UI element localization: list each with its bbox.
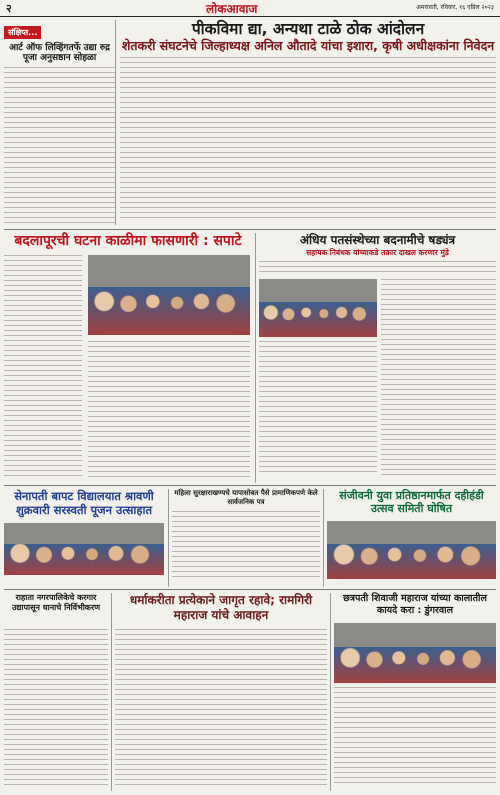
story-sanjivani bbox=[327, 489, 496, 584]
story-patsanstha bbox=[259, 233, 496, 481]
story-mahila-suraksha bbox=[172, 489, 320, 584]
badlapur-caption bbox=[88, 341, 250, 477]
sanjivani-photo bbox=[327, 521, 496, 579]
page-number: २ bbox=[6, 2, 12, 15]
patsanstha-photo bbox=[259, 279, 377, 337]
lead-body-text bbox=[120, 57, 496, 222]
ramgiri-body-text bbox=[115, 629, 327, 787]
badlapur-photo bbox=[88, 255, 250, 335]
sanjivani-headline: संजीवनी युवा प्रतिष्ठानमार्फत दहीहंडी उत्सव समिती घोषित bbox=[339, 489, 484, 515]
brief-body-text bbox=[4, 67, 115, 227]
rahata-body-text bbox=[4, 629, 108, 787]
shivaji-body-text bbox=[334, 687, 496, 787]
badlapur-body-text bbox=[4, 255, 82, 477]
story-senapati-bapat bbox=[4, 489, 164, 584]
patsanstha-headline: अंधिय पतसंस्थेच्या बदनामीचे षड्यंत्र bbox=[299, 233, 456, 247]
patsanstha-subheadline: सहायक निबंधक यांच्याकडे तक्रार दाखल करणार मुंडे bbox=[306, 248, 449, 257]
story-badlapur bbox=[4, 233, 252, 481]
brief-column bbox=[4, 20, 116, 225]
brief-headline: आर्ट ऑफ लिव्हिंगतर्फे उद्या रुद्र पूजा अनुसष्ठान सोहळा bbox=[9, 43, 110, 63]
masthead bbox=[0, 0, 500, 17]
badlapur-headline: बदलापूरची घटना काळीमा फासणारी : सपाटे bbox=[14, 233, 242, 249]
lead-subheadline: शेतकरी संघटनेचे जिल्हाध्यक्ष अनिल औतादे यांचा इशारा, कृषी अधीक्षकांना निवेदन bbox=[121, 38, 495, 53]
newspaper-logo: लोकआवाज bbox=[206, 2, 258, 16]
rahata-headline: राहाता नगरपालिकेचे करगार उद्यापासून धानाचे निर्विभीकरण bbox=[11, 593, 101, 612]
story-ramgiri bbox=[115, 593, 327, 791]
shivaji-photo bbox=[334, 623, 496, 683]
shivaji-headline: छत्रपती शिवाजी महाराज यांच्या कालातील कायदे करा : डुंगरवाल bbox=[343, 593, 487, 616]
senapati-photo bbox=[4, 523, 164, 575]
mahila-headline: महिला सुरक्षाराखण्यचे यापासोबत पैसे प्रामाणिकपणे केले सार्वजनिक पत्र bbox=[174, 489, 318, 506]
patsanstha-body-top bbox=[259, 261, 496, 275]
story-rahata bbox=[4, 593, 108, 791]
lead-story bbox=[120, 20, 496, 222]
mahila-body-text bbox=[172, 511, 320, 581]
lead-headline: पीकविमा द्या, अन्यथा टाळे ठोक आंदोलन bbox=[191, 20, 425, 38]
story-shivaji bbox=[334, 593, 496, 791]
ramgiri-headline: धर्माकरीता प्रत्येकाने जागृत रहावे; रामगिरी महाराज यांचे आवाहन bbox=[129, 593, 313, 622]
date-line: अमरावती, रविवार, १६ एप्रिल २०२३ bbox=[416, 4, 494, 11]
brief-section-label: संक्षिप्त... bbox=[4, 26, 41, 39]
senapati-headline: सेनापती बापट विद्यालयात श्रावणी शुक्रवारी सरस्वती पूजन उत्साहात bbox=[14, 489, 154, 517]
patsanstha-body-text bbox=[381, 279, 496, 475]
